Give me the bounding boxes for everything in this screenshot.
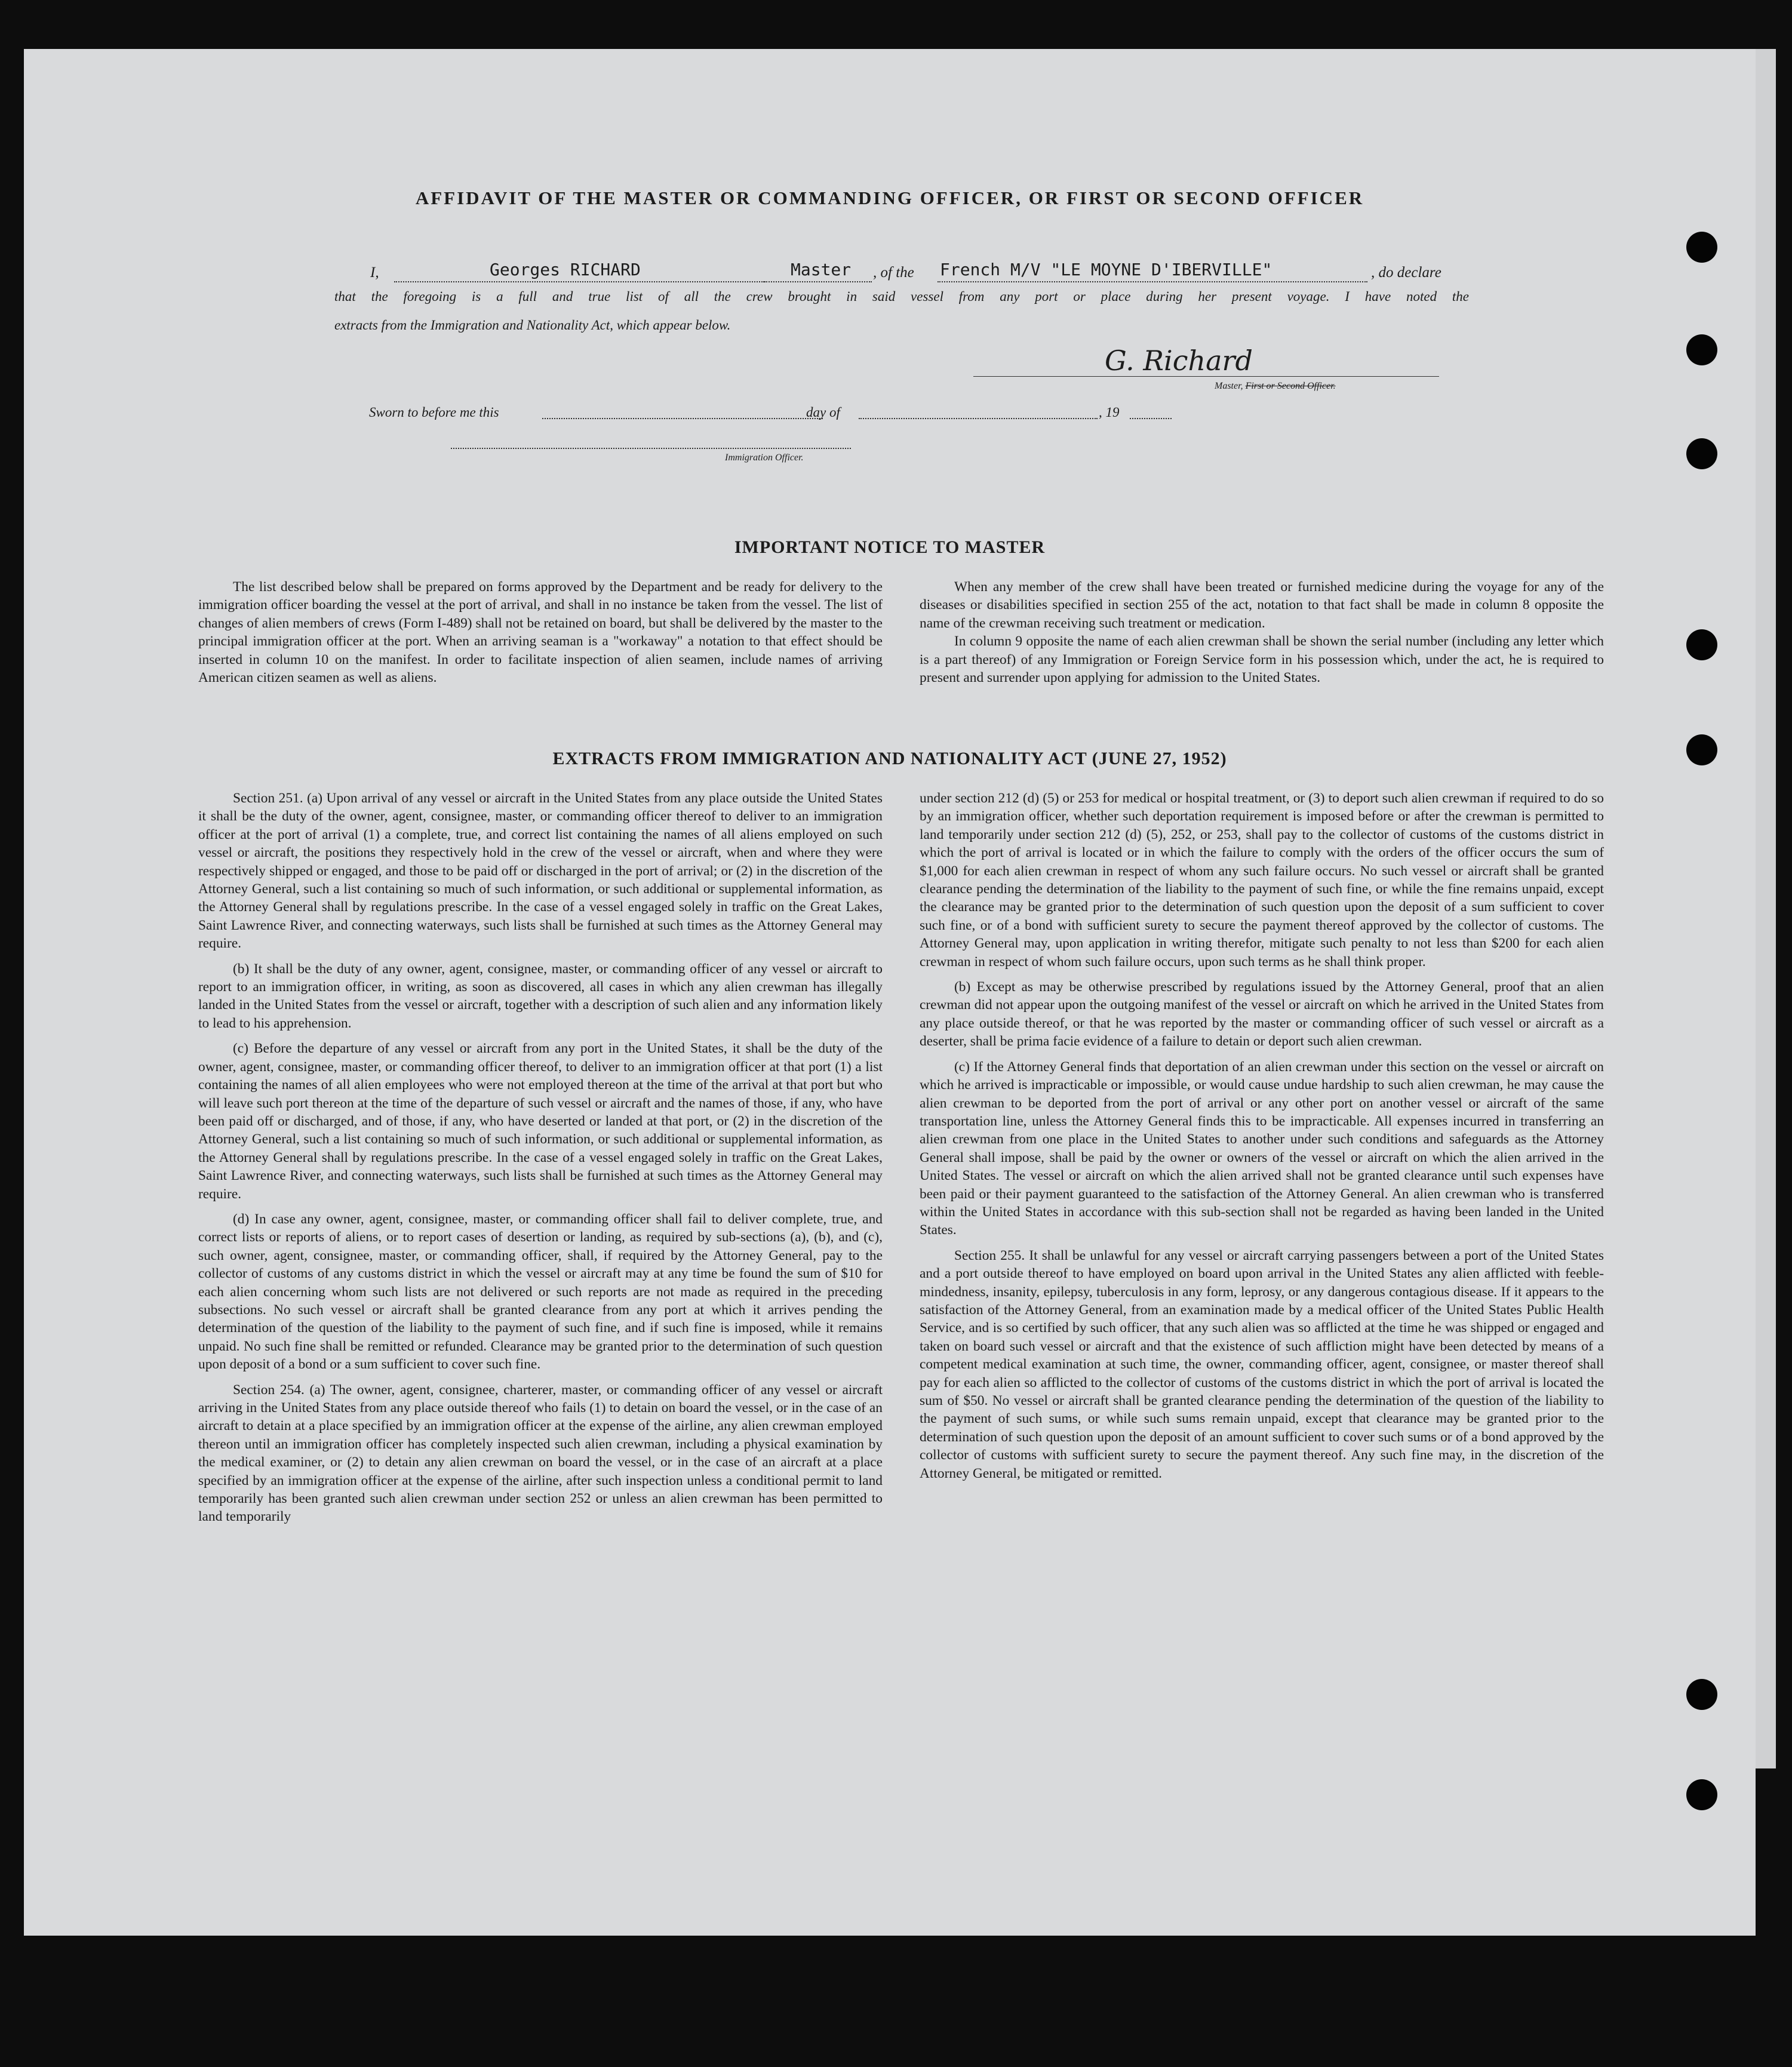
name-dotted-line — [394, 281, 764, 282]
extract-paragraph: (c) Before the departure of any vessel or aircraft from any port in the United States, it shall be the duty of the owner, agent, consignee, master, or commanding officer thereof, to deliver to an immigration officer at that port (1) a list containing the names of all alien employees who were not employed thereon at the time of the arrival at that port but who will leave such port thereon at the time of the departure of such vessel or aircraft and the names of those, if any, who have been paid off or discharged, and of those, if any, who have deserted or landed at that port, or (2) in the discretion of the Attorney General, such a list containing so much of such information, or such additional or supplemental information, as the Attorney General shall by regulations prescribe. In the case of a vessel engaged solely in traffic on the Great Lakes, Saint Lawrence River, and connecting waterways, such lists shall be furnished at such times as the Attorney General may require. — [198, 1041, 883, 1202]
punch-hole — [1686, 1679, 1717, 1710]
punch-hole — [1686, 1779, 1717, 1810]
rank-dotted-line — [764, 281, 872, 282]
extracts-right-column — [920, 789, 1604, 1490]
extract-paragraph: Section 251. (a) Upon arrival of any vessel or aircraft in the United States from any place outside the United States it shall be the duty of the owner, agent, consignee, master, or commanding officer thereof to deliver to an immigration officer at the port of arrival (1) a complete, true, and correct list containing the names of all aliens employed on such vessel or aircraft, the positions they respectively hold in the crew of the vessel or aircraft, when and where they were respectively shipped or engaged, and those to be paid off or discharged in the port of arrival; or (2) in the discretion of the Attorney General, such a list containing so much of such information, or such additional or supplemental information, as the Attorney General shall by regulations prescribe. In the case of a vessel engaged solely in traffic on the Great Lakes, Saint Lawrence River, and connecting waterways, such lists shall be furnished at such times as the Attorney General may require. — [198, 790, 883, 952]
year-label: , 19 — [1099, 405, 1120, 420]
punch-hole — [1686, 232, 1717, 263]
declaration-line — [370, 260, 1469, 290]
notice-right-paragraph-1: When any member of the crew shall have been treated or furnished medicine during the voyage for any of the diseases or disabilities specified in section 255 of the act, notation to that fact shall be made in column 8 opposite the name of the crewman receiving such treatment or medication. — [920, 579, 1604, 631]
master-name: Georges RICHARD — [490, 260, 641, 279]
extracts-title: EXTRACTS FROM IMMIGRATION AND NATIONALITY ACT (JUNE 27, 1952) — [552, 749, 1227, 768]
punch-hole — [1686, 629, 1717, 660]
notice-right-column — [920, 578, 1604, 694]
extract-paragraph: (d) In case any owner, agent, consignee, master, or commanding officer shall fail to deliver complete, true, and correct lists or reports of aliens, or to report cases of desertion or landing, as required by sub-sections (a), (b), and (c), such owner, agent, consignee, master, or commanding officer, shall, if required by the Attorney General, pay to the collector of customs of any customs district in which the vessel or aircraft may at any time be found the sum of $10 for each alien concerning whom such lists are not delivered or such reports are not made as required in the preceding subsections. No such vessel or aircraft shall be granted clearance from any port at which it arrives pending the determination of the question of the liability to the payment of such fine, and if such fine is imposed, while it remains unpaid. No such fine shall be remitted or refunded. Clearance may be granted prior to the determination of such question upon deposit of a bond or a sum sufficient to cover such fine. — [198, 1211, 883, 1373]
extract-paragraph: Section 255. It shall be unlawful for any vessel or aircraft carrying passengers between a port of the United States and a port outside thereof to have employed on board upon arrival in the United States any alien afflicted with feeble-mindedness, insanity, epilepsy, tuberculosis in any form, leprosy, or any dangerous contagious disease. If it appears to the satisfaction of the Attorney General, from an examination made by a medical officer of the United States Public Health Service, and is so certified by such officer, that any such alien was so afflicted at the time he was shipped or engaged and taken on board such vessel or aircraft and that the existence of such affliction might have been detected by means of a competent medical examination at such time, the owner, commanding officer, agent, consignee, or master thereof shall pay for each alien so afflicted to the collector of customs of the customs district in which the port of arrival is located the sum of $50. No vessel or aircraft shall be granted clearance pending the determination of the question of the liability to the payment of such sums, or while such sums remain unpaid, except that clearance may be granted prior to the determination of such question upon the deposit of an amount sufficient to cover such sums or of a bond approved by the collector of customs with sufficient surety to secure the payment thereof. Any such fine may, in the discretion of the Attorney General, be mitigated or remitted. — [920, 1247, 1604, 1481]
declaration-prefix: I, — [370, 264, 379, 281]
extract-paragraph: (c) If the Attorney General finds that deportation of an alien crewman under this section on the vessel or aircraft on which he arrived is impracticable or impossible, or would cause undue hardship to such alien crewman, he may cause the alien crewman to be deported from the port of arrival or any other port on another vessel or aircraft of the same transportation line, unless the Attorney General finds this to be impracticable. All expenses incurred in transferring an alien crewman from one place in the United States to another under such conditions and safeguards as the Attorney General shall impose, shall be paid by the owner or owners of the vessel or aircraft on which the alien arrived in the United States. The vessel or aircraft on which the alien arrived shall not be granted clearance until such expenses have been paid or their payment guaranteed to the satisfaction of the Attorney General. An alien crewman who is transferred within the United States in accordance with this sub-section shall not be regarded as having been landed in the United States. — [920, 1059, 1604, 1238]
extract-paragraph: (b) Except as may be otherwise prescribed by regulations issued by the Attorney General, proof that an alien crewman did not appear upon the outgoing manifest of the vessel or aircraft on which he arrived in the United States from any place outside thereof, or that he was reported by the master or commanding officer of such vessel or aircraft as a deserter, shall be prima facie evidence of a failure to detain or deport such alien crewman. — [920, 979, 1604, 1050]
declaration-line-2: that the foregoing is a full and true list of all the crew brought in said vessel from any port or place during her present voyage. I have noted the — [334, 289, 1469, 304]
extract-paragraph: (b) It shall be the duty of any owner, agent, consignee, master, or commanding officer of any vessel or aircraft to report to an immigration officer, in writing, as soon as discovered, all cases in which any alien crewman has illegally landed in the United States from the vessel or aircraft, together with a description of such alien and any information likely to lead to his apprehension. — [198, 961, 883, 1031]
do-declare-text: , do declare — [1371, 264, 1441, 281]
extracts-left-column — [198, 789, 883, 1533]
important-notice-title: IMPORTANT NOTICE TO MASTER — [734, 537, 1046, 557]
signature-caption-master: Master, — [1215, 381, 1243, 391]
punch-hole — [1686, 734, 1717, 765]
sworn-month-line — [859, 418, 1098, 419]
vessel-name: French M/V "LE MOYNE D'IBERVILLE" — [940, 260, 1272, 279]
punch-hole — [1686, 438, 1717, 469]
master-signature: G. Richard — [1105, 344, 1253, 377]
immigration-officer-line — [451, 448, 851, 449]
page-right-edge — [1756, 49, 1776, 1768]
document-page — [24, 49, 1756, 1936]
declaration-line-3: extracts from the Immigration and Nationality Act, which appear below. — [334, 318, 731, 333]
vessel-dotted-line — [938, 281, 1367, 282]
notice-right-paragraph-2: In column 9 opposite the name of each alien crewman shall be shown the serial number (including any letter which is a part thereof) of any Immigration or Foreign Service form in his possession which, under the act, he is required to present and surrender upon applying for admission to the United States. — [920, 633, 1604, 686]
master-rank: Master — [791, 260, 852, 279]
affidavit-title: AFFIDAVIT OF THE MASTER OR COMMANDING OFFICER, OR FIRST OR SECOND OFFICER — [415, 187, 1364, 208]
signature-line — [973, 376, 1439, 377]
extract-paragraph: Section 254. (a) The owner, agent, consignee, charterer, master, or commanding officer of any vessel or aircraft arriving in the United States from any place outside thereof who fails (1) to detain on board the vessel, or in the case of an aircraft to detain at a place specified by an immigration officer at the expense of the airline, any alien crewman employed thereon until an immigration officer has completely inspected such alien crewman, including a physical examination by the medical examiner, or (2) to detain any alien crewman on board the vessel, or in the case of an aircraft at a place specified by an immigration officer at the expense of the airline, after such inspection unless a conditional permit to land temporarily has been granted such alien crewman under section 252 or unless an alien crewman has been permitted to land temporarily — [198, 1382, 883, 1525]
signature-caption-struck: First or Second Officer. — [1245, 381, 1336, 391]
sworn-year-line — [1130, 418, 1172, 419]
sworn-label: Sworn to before me this — [369, 405, 499, 420]
punch-hole — [1686, 334, 1717, 365]
signature-caption — [1215, 381, 1336, 392]
sworn-day-line — [542, 418, 823, 419]
immigration-officer-label: Immigration Officer. — [725, 453, 804, 463]
extract-paragraph: under section 212 (d) (5) or 253 for medical or hospital treatment, or (3) to deport such alien crewman if required to do so by an immigration officer, whether such deportation requirement is imposed before or after the crewman is permitted to land temporarily under section 212 (d) (5), 252, or 253, shall pay to the collector of customs of the customs district in which the port of arrival is located or in which the failure to comply with the orders of the officer occurs the sum of $1,000 for each alien crewman in respect of whom any such failure occurs. No such vessel or aircraft shall be granted clearance pending the determination of the liability to the payment of such fine, or while the fine remains unpaid, except the clearance may be granted prior to the determination of such question upon the deposit of a sum sufficient to cover such fine, or of a bond with sufficient surety to secure the payment thereof approved by the collector of customs. The Attorney General may, upon application in writing therefor, mitigate such penalty to not less than $200 for each alien crewman in respect of whom such failure occurs, upon such terms as he shall think proper. — [920, 790, 1604, 970]
notice-left-paragraph: The list described below shall be prepared on forms approved by the Department and be ready for delivery to the immigration officer boarding the vessel at the port of arrival, and shall in no instance be taken from the vessel. The list of changes of alien members of crews (Form I-489) shall not be retained on board, but shall be delivered by the master to the principal immigration officer at the port. When an arriving seaman is a "workaway" a notation to that effect should be inserted in column 10 on the manifest. In order to facilitate inspection of alien seamen, include names of arriving American citizen seamen as well as aliens. — [198, 579, 883, 686]
notice-left-column — [198, 578, 883, 694]
of-the-text: , of the — [873, 264, 914, 281]
day-of-label: day of — [806, 405, 840, 420]
